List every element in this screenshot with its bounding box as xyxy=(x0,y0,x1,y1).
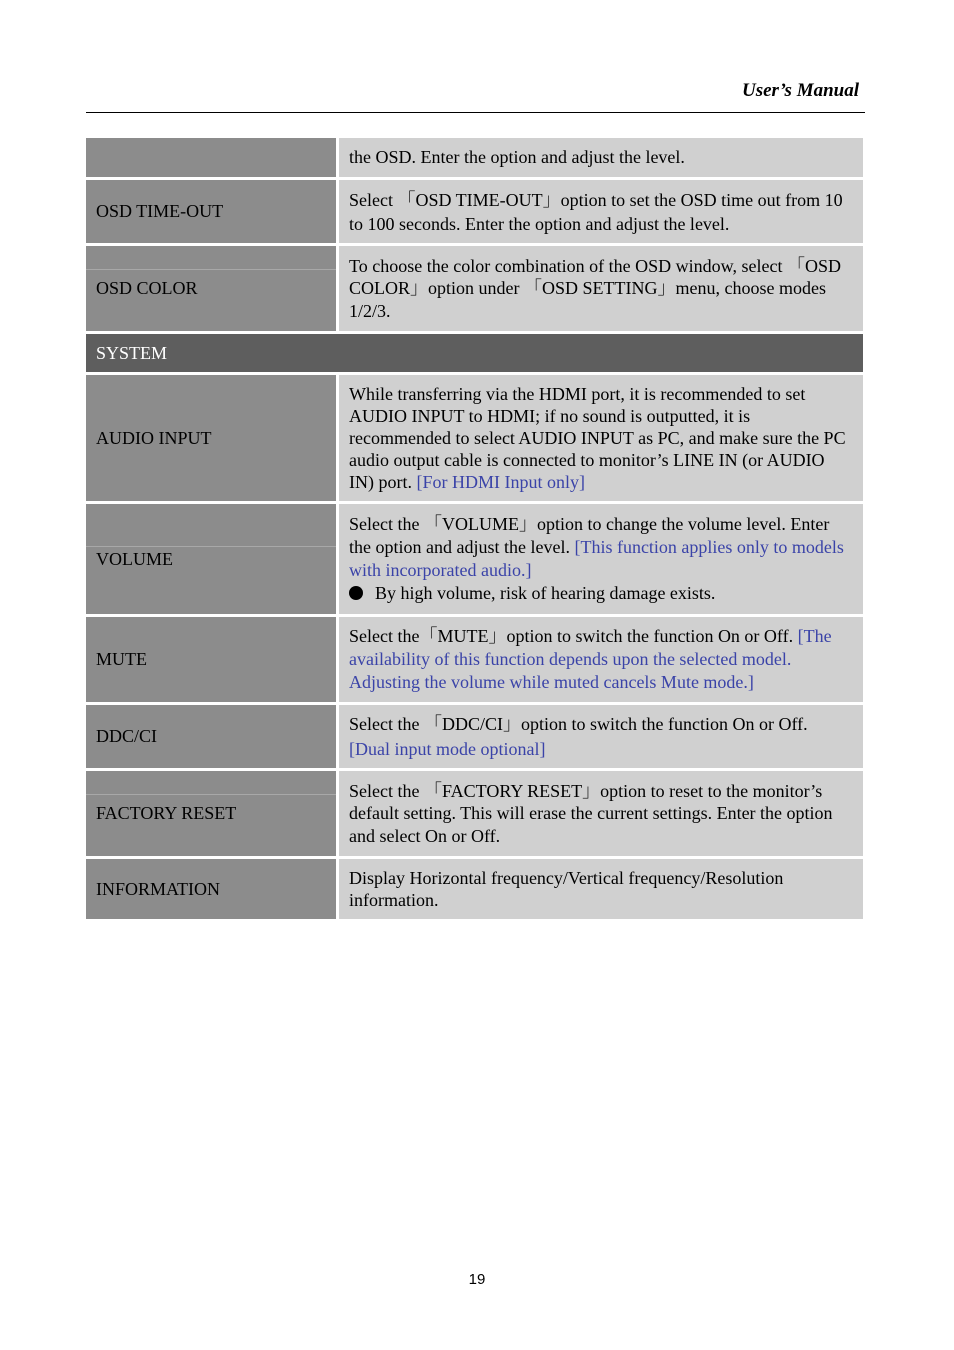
row-label: DDC/CI xyxy=(86,705,336,768)
row-description: the OSD. Enter the option and adjust the level. xyxy=(339,138,863,177)
row-description: Select the 「FACTORY RESET」option to reset to the monitor’s default setting. This will erase the current settings. Enter the option and select On or Off. xyxy=(339,771,863,856)
section-header-system: SYSTEM xyxy=(86,334,863,372)
table-row xyxy=(86,859,863,919)
row-description: Select the 「DDC/CI」option to switch the function On or Off. [Dual input mode optional] xyxy=(339,705,863,768)
row-description: Display Horizontal frequency/Vertical frequency/Resolution information. xyxy=(339,859,863,919)
row-label: MUTE xyxy=(86,617,336,702)
note-text: [Dual input mode optional] xyxy=(349,738,546,759)
note-text: [The availability of this function depends upon the selected model. Adjusting the volume while muted cancels Mute mode.] xyxy=(349,626,832,692)
row-description: Select the 「VOLUME」option to change the volume level. Enter the option and adjust the level. [This function applies only to models with incorporated audio.] By high volume, risk of hearing damage exists. xyxy=(339,504,863,614)
table-row xyxy=(86,138,863,177)
header-title: User’s Manual xyxy=(741,80,859,101)
table-row xyxy=(86,504,863,614)
note-text: [This function applies only to models with incorporated audio.] xyxy=(349,537,844,580)
row-label: OSD TIME-OUT xyxy=(86,180,336,243)
bullet-icon xyxy=(349,586,363,600)
settings-table xyxy=(86,138,863,922)
row-label: AUDIO INPUT xyxy=(86,375,336,501)
table-row xyxy=(86,246,863,331)
row-description: While transferring via the HDMI port, it is recommended to set AUDIO INPUT to HDMI; if no sound is outputted, it is recommended to select AUDIO INPUT as PC, and make sure the PC audio output cable is connected to monitor’s LINE IN (or AUDIO IN) port. [For HDMI Input only] xyxy=(339,375,863,501)
row-description: To choose the color combination of the OSD window, select 「OSD COLOR」option under 「OSD SETTING」menu, choose modes 1/2/3. xyxy=(339,246,863,331)
row-description: Select the「MUTE」option to switch the function On or Off. [The availability of this function depends upon the selected model. Adjusting the volume while muted cancels Mute mode.] xyxy=(339,617,863,702)
table-row xyxy=(86,180,863,243)
table-row xyxy=(86,617,863,702)
table-row xyxy=(86,375,863,501)
row-label: FACTORY RESET xyxy=(86,771,336,856)
row-label xyxy=(86,138,336,177)
table-row xyxy=(86,771,863,856)
note-text: [For HDMI Input only] xyxy=(416,472,585,492)
table-row xyxy=(86,705,863,768)
row-label: OSD COLOR xyxy=(86,246,336,331)
row-description: Select 「OSD TIME-OUT」option to set the OSD time out from 10 to 100 seconds. Enter the option and adjust the level. xyxy=(339,180,863,243)
header-rule xyxy=(86,112,865,113)
page-number: 19 xyxy=(468,1271,486,1288)
row-label: VOLUME xyxy=(86,504,336,614)
row-label: INFORMATION xyxy=(86,859,336,919)
